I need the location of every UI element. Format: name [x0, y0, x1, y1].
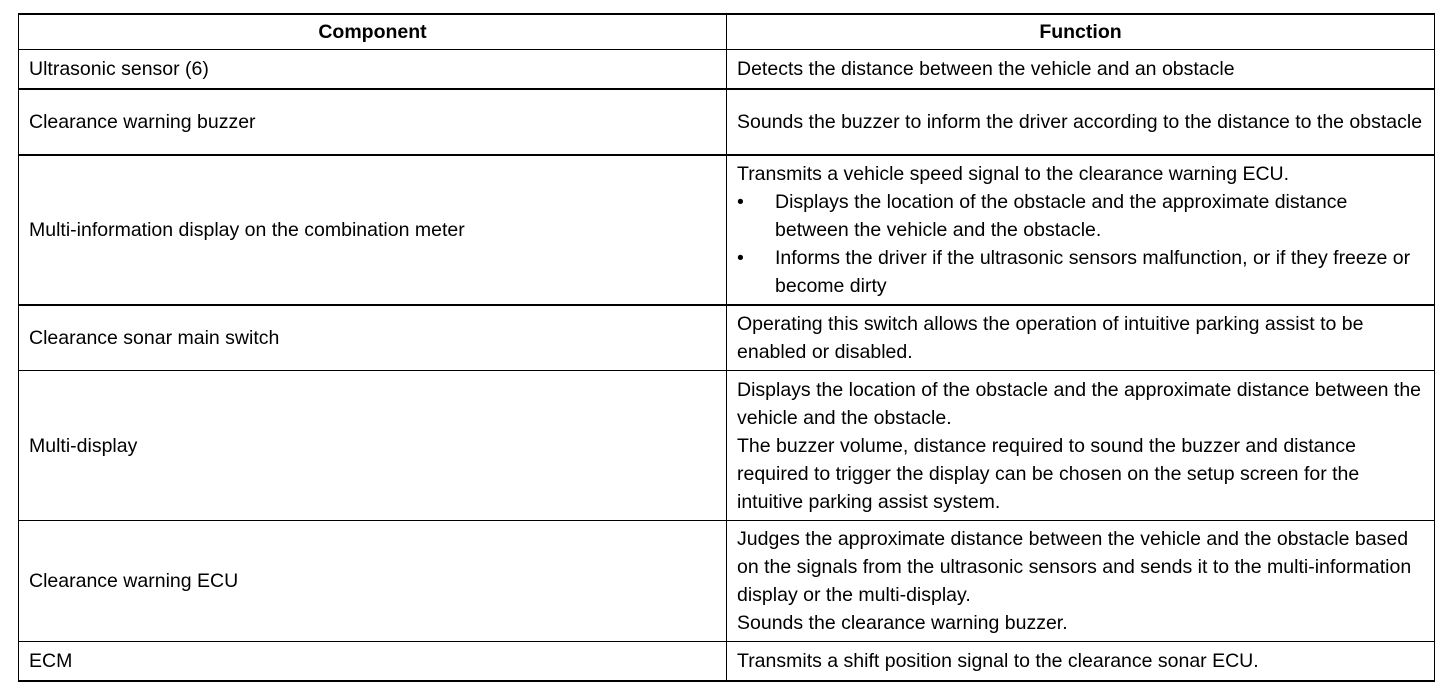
function-text: Transmits a vehicle speed signal to the clearance warning ECU. [737, 162, 1290, 185]
component-function-table [18, 13, 1435, 682]
function-text: The buzzer volume, distance required to sound the buzzer and distance required to trigger the display can be chosen on the setup screen for the intuitive parking assist system. [737, 434, 1360, 513]
component-cell: Ultrasonic sensor (6) [19, 50, 727, 89]
table-row [19, 521, 1435, 642]
function-cell: Sounds the buzzer to inform the driver according to the distance to the obstacle [727, 89, 1435, 155]
table-row [19, 371, 1435, 521]
function-text: Sounds the clearance warning buzzer. [737, 612, 1068, 634]
header-component: Component [19, 14, 727, 50]
table-row [19, 89, 1435, 155]
component-cell: Clearance warning ECU [19, 521, 727, 642]
function-cell [727, 371, 1435, 521]
bullet-item [737, 244, 1424, 300]
function-cell: Operating this switch allows the operation of intuitive parking assist to be enabled or disabled. [727, 305, 1435, 371]
component-cell: Multi-information display on the combination meter [19, 155, 727, 305]
bullet-mark: • [737, 190, 744, 213]
component-cell: Clearance sonar main switch [19, 305, 727, 371]
function-cell [727, 155, 1435, 305]
component-cell: Multi-display [19, 371, 727, 521]
bullet-item [737, 188, 1424, 244]
table-row [19, 305, 1435, 371]
table-header-row [19, 14, 1435, 50]
table-row [19, 642, 1435, 681]
function-cell: Transmits a shift position signal to the clearance sonar ECU. [727, 642, 1435, 681]
function-cell: Detects the distance between the vehicle and an obstacle [727, 50, 1435, 89]
bullet-text: Informs the driver if the ultrasonic sensors malfunction, or if they freeze or become dirty [775, 246, 1411, 297]
component-cell: Clearance warning buzzer [19, 89, 727, 155]
component-cell: ECM [19, 642, 727, 681]
function-text: Displays the location of the obstacle and the approximate distance between the vehicle and the obstacle. [737, 378, 1422, 429]
header-function: Function [727, 14, 1435, 50]
function-cell [727, 521, 1435, 642]
bullet-text: Displays the location of the obstacle and the approximate distance between the vehicle and the obstacle. [775, 190, 1348, 241]
table-row [19, 50, 1435, 89]
function-text: Judges the approximate distance between the vehicle and the obstacle based on the signals from the ultrasonic sensors and sends it to the multi-information display or the multi-display. [737, 528, 1412, 606]
table-row [19, 155, 1435, 305]
bullet-mark: • [737, 246, 744, 269]
